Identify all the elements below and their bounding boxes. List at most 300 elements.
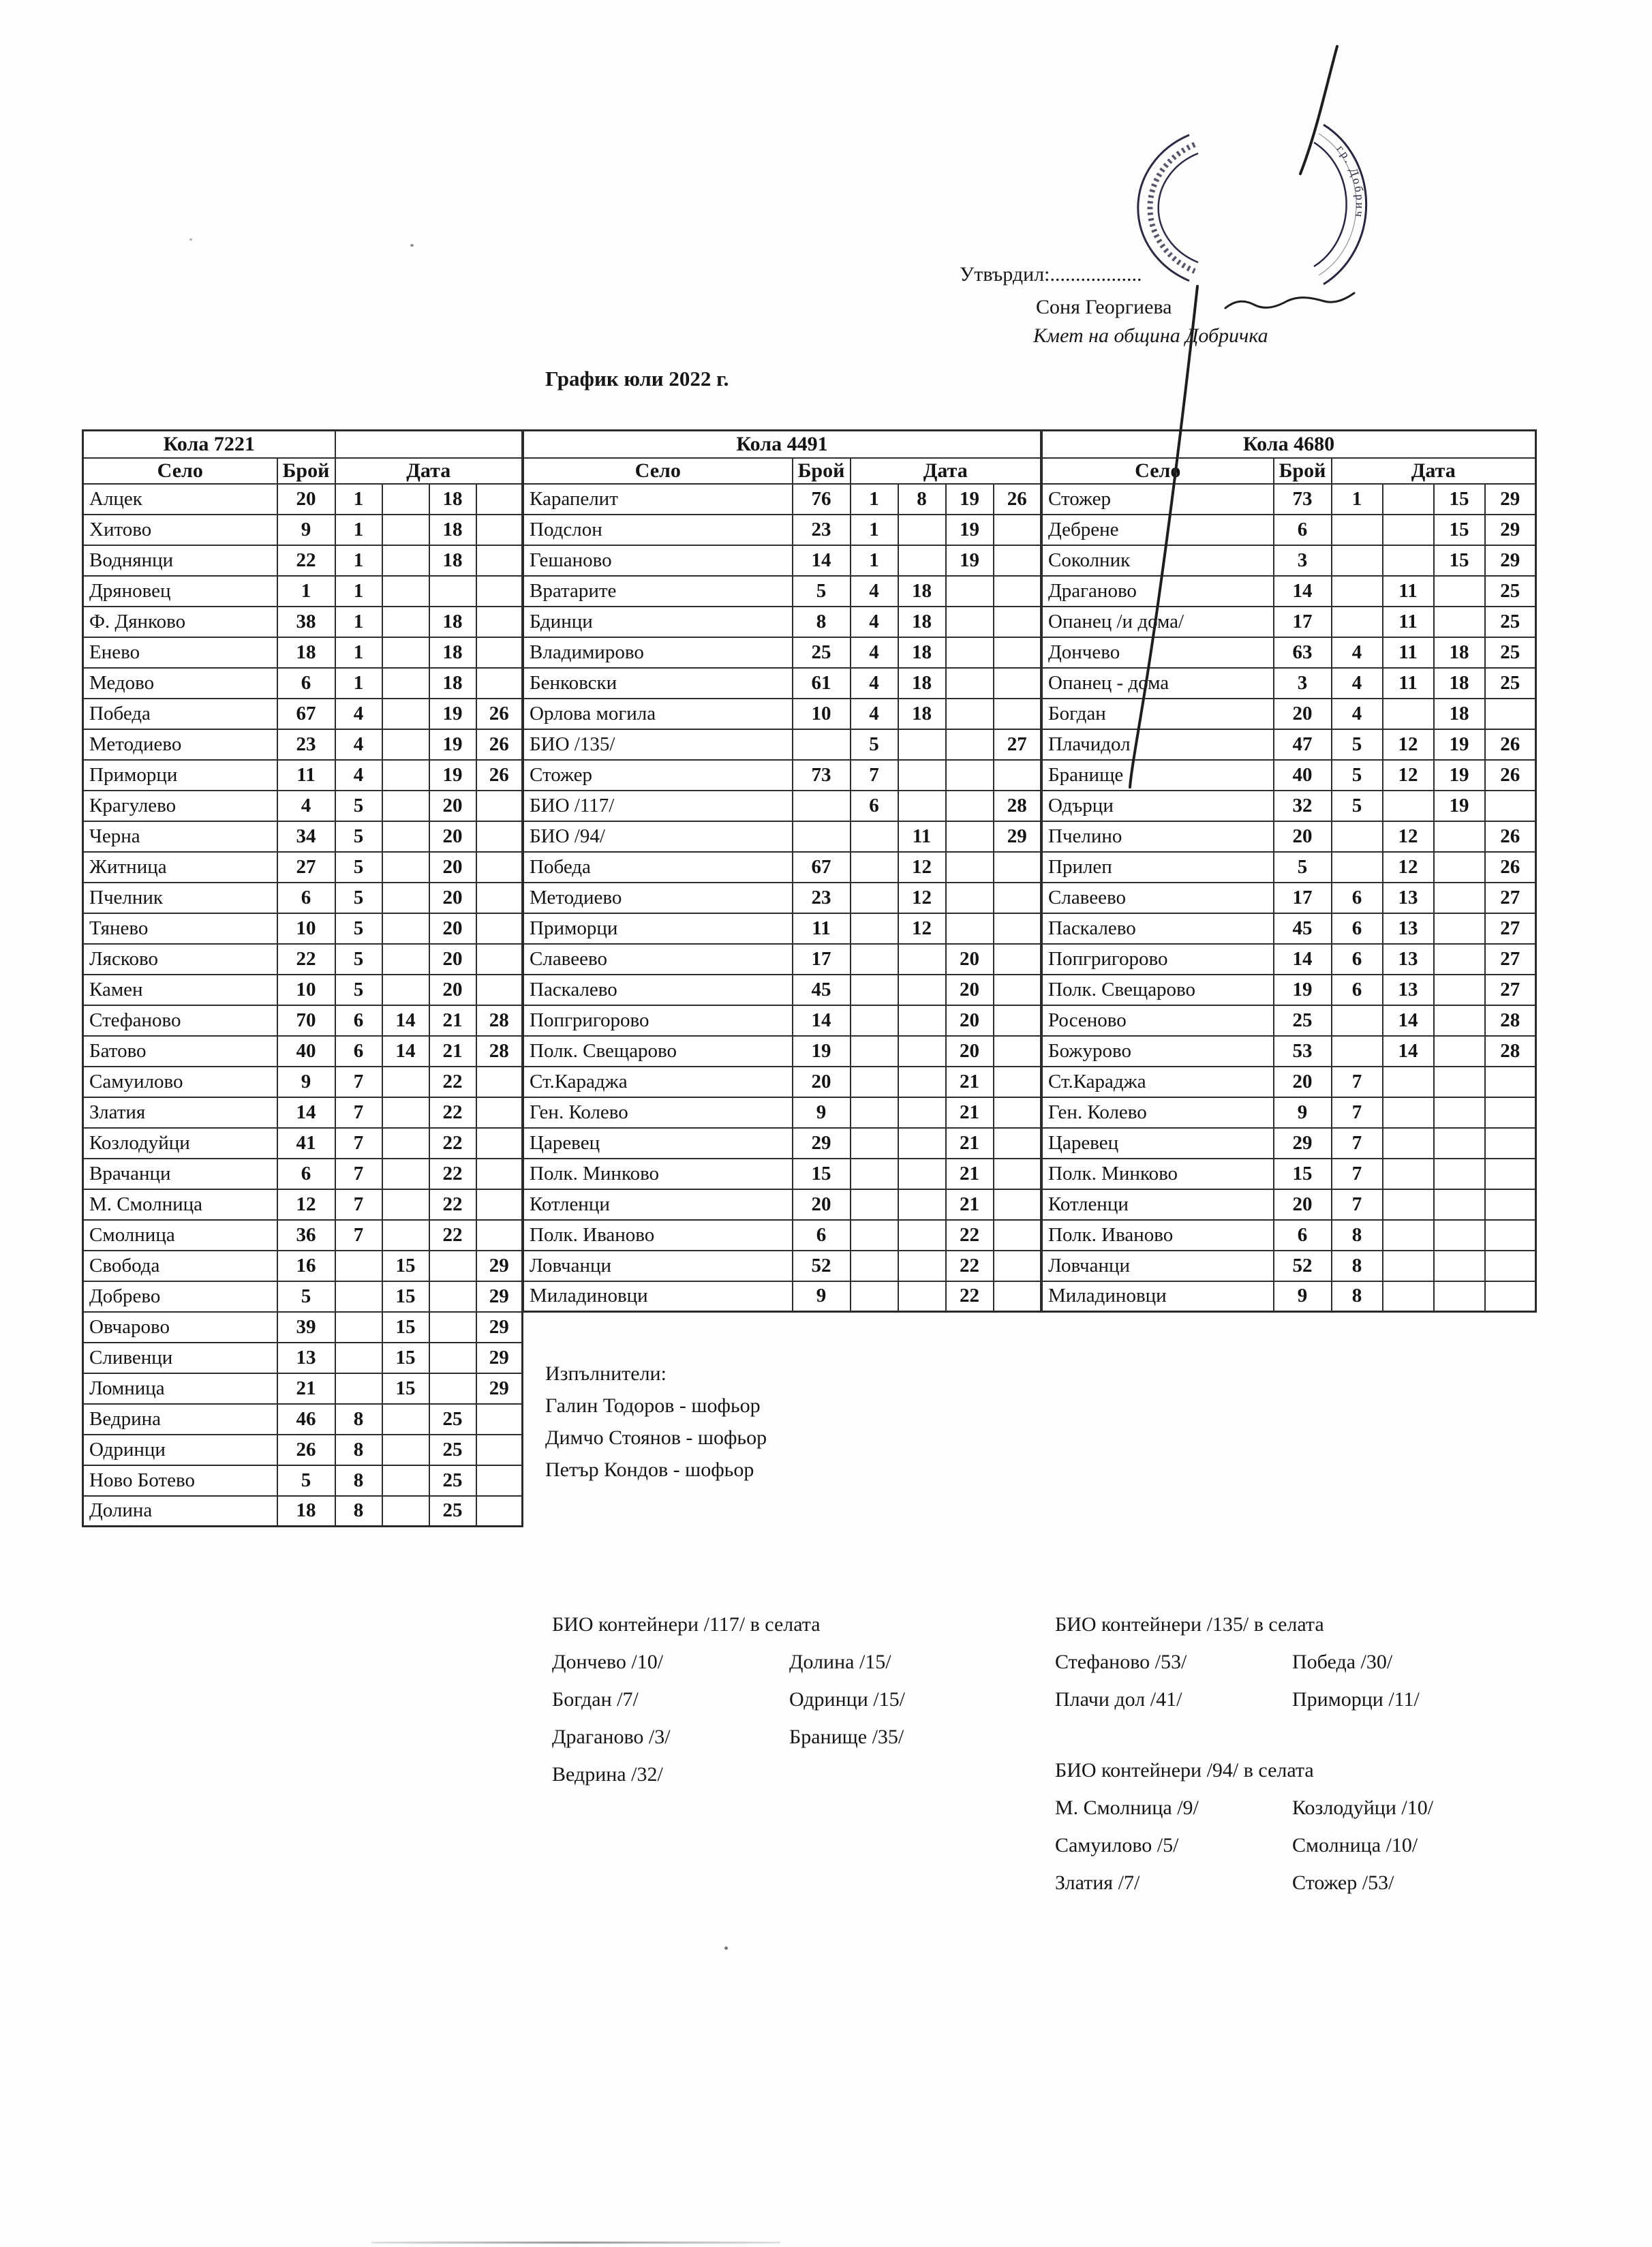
date-cell: 27 [1485, 975, 1536, 1005]
date-cell [476, 821, 523, 852]
table-row [83, 1097, 523, 1128]
village-cell: Богдан [1042, 699, 1274, 729]
column-header-count: Брой [793, 458, 851, 484]
date-cell: 28 [1485, 1005, 1536, 1036]
village-cell: Методиево [523, 883, 793, 913]
village-cell: Прилеп [1042, 852, 1274, 883]
village-cell: Царевец [1042, 1128, 1274, 1159]
date-cell: 19 [946, 545, 994, 576]
village-cell: Крагулево [83, 791, 277, 821]
village-cell: Ново Ботево [83, 1465, 277, 1496]
table-row [83, 1220, 523, 1251]
date-cell: 7 [1332, 1128, 1383, 1159]
date-cell [335, 1343, 382, 1373]
date-cell: 11 [1383, 637, 1434, 668]
table-row [1042, 729, 1536, 760]
date-cell: 25 [1485, 576, 1536, 607]
date-cell [898, 729, 946, 760]
table-row [83, 1435, 523, 1465]
count-cell: 70 [277, 1005, 335, 1036]
date-cell: 5 [335, 913, 382, 944]
date-cell: 4 [1332, 637, 1383, 668]
date-cell [994, 515, 1041, 545]
table-row [1042, 607, 1536, 637]
column-header-row [83, 458, 523, 484]
date-cell [382, 1404, 429, 1435]
date-cell: 5 [335, 821, 382, 852]
bio-note-117 [552, 1606, 905, 1793]
date-cell: 29 [476, 1312, 523, 1343]
date-cell [1383, 1281, 1434, 1312]
date-cell [994, 944, 1041, 975]
count-cell: 6 [1274, 1220, 1332, 1251]
table-row [1042, 1005, 1536, 1036]
date-cell: 8 [335, 1404, 382, 1435]
table-row [1042, 975, 1536, 1005]
date-cell: 22 [429, 1189, 476, 1220]
date-cell [898, 1251, 946, 1281]
date-cell: 4 [335, 760, 382, 791]
date-cell: 14 [1383, 1036, 1434, 1067]
count-cell: 32 [1274, 791, 1332, 821]
date-cell: 18 [898, 668, 946, 699]
village-cell: Дряновец [83, 576, 277, 607]
executor-line: Галин Тодоров - шофьор [545, 1394, 761, 1417]
village-cell: Воднянци [83, 545, 277, 576]
date-cell [1434, 1220, 1485, 1251]
schedule-table-car-7221 [82, 429, 523, 1527]
village-cell: Златия [83, 1097, 277, 1128]
date-cell [382, 975, 429, 1005]
date-cell [994, 913, 1041, 944]
count-cell: 46 [277, 1404, 335, 1435]
date-cell [476, 944, 523, 975]
date-cell: 20 [429, 913, 476, 944]
table-row [83, 1067, 523, 1097]
village-cell: Дебрене [1042, 515, 1274, 545]
village-cell: Славеево [523, 944, 793, 975]
date-cell: 20 [429, 852, 476, 883]
date-cell [1434, 913, 1485, 944]
date-cell: 22 [946, 1251, 994, 1281]
date-cell: 15 [1434, 515, 1485, 545]
table-row [83, 821, 523, 852]
date-cell: 19 [429, 729, 476, 760]
count-cell: 9 [793, 1097, 851, 1128]
village-cell: Миладиновци [1042, 1281, 1274, 1312]
table-row [523, 975, 1041, 1005]
date-cell: 8 [1332, 1251, 1383, 1281]
count-cell: 22 [277, 545, 335, 576]
date-cell [1434, 852, 1485, 883]
table-row [83, 1281, 523, 1312]
table-row [83, 607, 523, 637]
date-cell: 20 [429, 944, 476, 975]
date-cell: 15 [382, 1281, 429, 1312]
table-row [523, 1159, 1041, 1189]
village-cell: Полк. Иваново [1042, 1220, 1274, 1251]
date-cell: 11 [898, 821, 946, 852]
table-row [1042, 1097, 1536, 1128]
date-cell: 15 [382, 1343, 429, 1373]
date-cell [946, 852, 994, 883]
date-cell: 4 [851, 699, 898, 729]
date-cell: 5 [1332, 729, 1383, 760]
table-row [1042, 791, 1536, 821]
count-cell: 20 [277, 484, 335, 515]
table-row [83, 975, 523, 1005]
date-cell [851, 883, 898, 913]
date-cell [382, 760, 429, 791]
village-cell: Котленци [1042, 1189, 1274, 1220]
date-cell: 6 [1332, 944, 1383, 975]
date-cell [851, 1005, 898, 1036]
date-cell [1332, 607, 1383, 637]
date-cell [1434, 1281, 1485, 1312]
note-title: БИО контейнери /117/ в селата [552, 1613, 821, 1636]
date-cell [946, 637, 994, 668]
count-cell: 6 [1274, 515, 1332, 545]
date-cell [382, 545, 429, 576]
count-cell: 45 [1274, 913, 1332, 944]
date-cell [994, 576, 1041, 607]
table-row [1042, 1189, 1536, 1220]
date-cell: 1 [335, 668, 382, 699]
table-row [523, 1128, 1041, 1159]
date-cell: 29 [476, 1251, 523, 1281]
count-cell: 15 [793, 1159, 851, 1189]
village-cell: Батово [83, 1036, 277, 1067]
date-cell [994, 668, 1041, 699]
date-cell [382, 1097, 429, 1128]
executors-title: Изпълнители: [545, 1362, 667, 1385]
table-row [1042, 760, 1536, 791]
table-row [523, 883, 1041, 913]
date-cell: 11 [1383, 607, 1434, 637]
column-header-count: Брой [1274, 458, 1332, 484]
date-cell [382, 515, 429, 545]
date-cell [429, 576, 476, 607]
note-item: Самуилово /5/ [1055, 1834, 1179, 1856]
date-cell: 18 [429, 484, 476, 515]
date-cell: 25 [429, 1435, 476, 1465]
date-cell: 4 [335, 729, 382, 760]
date-cell: 8 [1332, 1220, 1383, 1251]
count-cell: 6 [277, 668, 335, 699]
count-cell: 1 [277, 576, 335, 607]
approval-signer-role: Кмет на община Добричка [1033, 324, 1268, 347]
column-header-row [523, 458, 1041, 484]
village-cell: Ломница [83, 1373, 277, 1404]
date-cell [1485, 1251, 1536, 1281]
date-cell: 5 [335, 944, 382, 975]
date-cell: 12 [1383, 760, 1434, 791]
date-cell [851, 1220, 898, 1251]
column-header-village: Село [523, 458, 793, 484]
table-row [83, 1128, 523, 1159]
village-cell: Миладиновци [523, 1281, 793, 1312]
count-cell: 63 [1274, 637, 1332, 668]
note-item: Плачи дол /41/ [1055, 1688, 1182, 1711]
table-row [83, 1159, 523, 1189]
date-cell: 1 [851, 545, 898, 576]
village-cell: Победа [83, 699, 277, 729]
date-cell: 28 [1485, 1036, 1536, 1067]
note-item: Златия /7/ [1055, 1871, 1140, 1894]
table-row [523, 729, 1041, 760]
village-cell: Ловчанци [523, 1251, 793, 1281]
date-cell [476, 1128, 523, 1159]
village-cell: Паскалево [523, 975, 793, 1005]
date-cell [382, 1128, 429, 1159]
village-cell: БИО /135/ [523, 729, 793, 760]
count-cell: 67 [277, 699, 335, 729]
date-cell: 19 [946, 484, 994, 515]
count-cell: 6 [793, 1220, 851, 1251]
car-label-spacer [335, 431, 523, 458]
date-cell [1434, 1189, 1485, 1220]
date-cell [335, 1373, 382, 1404]
date-cell [476, 484, 523, 515]
date-cell [1383, 1159, 1434, 1189]
note-item: Бранище /35/ [789, 1726, 904, 1748]
count-cell: 11 [277, 760, 335, 791]
date-cell: 19 [429, 760, 476, 791]
date-cell [898, 1005, 946, 1036]
date-cell [382, 1465, 429, 1496]
village-cell: Полк. Минково [1042, 1159, 1274, 1189]
date-cell [1332, 1005, 1383, 1036]
date-cell [1485, 791, 1536, 821]
date-cell [898, 760, 946, 791]
table-row [1042, 883, 1536, 913]
table-row [83, 1189, 523, 1220]
date-cell: 7 [335, 1159, 382, 1189]
date-cell: 29 [1485, 484, 1536, 515]
count-cell: 17 [1274, 883, 1332, 913]
date-cell: 13 [1383, 913, 1434, 944]
date-cell [476, 576, 523, 607]
count-cell: 25 [793, 637, 851, 668]
date-cell: 4 [1332, 699, 1383, 729]
column-header-village: Село [1042, 458, 1274, 484]
date-cell [994, 637, 1041, 668]
date-cell [851, 852, 898, 883]
count-cell: 52 [1274, 1251, 1332, 1281]
count-cell: 23 [277, 729, 335, 760]
date-cell [429, 1343, 476, 1373]
note-title: БИО контейнери /94/ в селата [1055, 1759, 1314, 1782]
date-cell [1485, 1067, 1536, 1097]
date-cell [851, 944, 898, 975]
count-cell: 14 [277, 1097, 335, 1128]
date-cell: 19 [946, 515, 994, 545]
date-cell [994, 1220, 1041, 1251]
date-cell [994, 760, 1041, 791]
date-cell: 28 [476, 1036, 523, 1067]
date-cell [994, 1159, 1041, 1189]
village-cell: М. Смолница [83, 1189, 277, 1220]
date-cell: 5 [1332, 760, 1383, 791]
date-cell [994, 1189, 1041, 1220]
village-cell: Черна [83, 821, 277, 852]
date-cell [1434, 1067, 1485, 1097]
column-header-date: Дата [851, 458, 1041, 484]
count-cell: 8 [793, 607, 851, 637]
date-cell [429, 1281, 476, 1312]
village-cell: Вратарите [523, 576, 793, 607]
date-cell [898, 1220, 946, 1251]
date-cell [1332, 515, 1383, 545]
table-row [83, 913, 523, 944]
count-cell: 19 [1274, 975, 1332, 1005]
date-cell [946, 576, 994, 607]
date-cell: 18 [898, 699, 946, 729]
note-column [789, 1643, 905, 1793]
car-header-row [83, 431, 523, 458]
date-cell: 13 [1383, 944, 1434, 975]
village-cell: Славеево [1042, 883, 1274, 913]
village-cell: Алцек [83, 484, 277, 515]
count-cell: 26 [277, 1435, 335, 1465]
date-cell: 18 [898, 576, 946, 607]
count-cell: 73 [793, 760, 851, 791]
date-cell: 20 [429, 821, 476, 852]
date-cell: 12 [1383, 852, 1434, 883]
column-header-row [1042, 458, 1536, 484]
date-cell: 22 [946, 1220, 994, 1251]
date-cell [898, 1036, 946, 1067]
date-cell: 6 [1332, 913, 1383, 944]
date-cell [898, 944, 946, 975]
date-cell: 1 [1332, 484, 1383, 515]
date-cell [946, 607, 994, 637]
date-cell [1332, 545, 1383, 576]
date-cell [1434, 1128, 1485, 1159]
table-row [1042, 1128, 1536, 1159]
village-cell: Полк. Свещарово [523, 1036, 793, 1067]
date-cell [994, 1251, 1041, 1281]
column-header-date: Дата [1332, 458, 1536, 484]
date-cell [994, 975, 1041, 1005]
date-cell [946, 883, 994, 913]
date-cell: 1 [335, 607, 382, 637]
count-cell: 20 [793, 1189, 851, 1220]
count-cell: 25 [1274, 1005, 1332, 1036]
date-cell [851, 1097, 898, 1128]
village-cell: Божурово [1042, 1036, 1274, 1067]
date-cell [382, 1189, 429, 1220]
date-cell: 29 [476, 1343, 523, 1373]
date-cell [382, 484, 429, 515]
table-row [1042, 1067, 1536, 1097]
date-cell [898, 545, 946, 576]
date-cell [476, 1159, 523, 1189]
date-cell: 7 [335, 1097, 382, 1128]
date-cell: 20 [946, 1036, 994, 1067]
date-cell: 20 [946, 975, 994, 1005]
date-cell: 21 [946, 1097, 994, 1128]
date-cell [476, 1465, 523, 1496]
table-row [523, 607, 1041, 637]
signature-scribble [1225, 293, 1354, 308]
count-cell: 10 [793, 699, 851, 729]
village-cell: Приморци [523, 913, 793, 944]
count-cell: 13 [277, 1343, 335, 1373]
date-cell: 1 [335, 637, 382, 668]
date-cell [851, 821, 898, 852]
date-cell [1434, 1097, 1485, 1128]
table-row [523, 637, 1041, 668]
date-cell [1485, 1159, 1536, 1189]
bio-note-135 [1055, 1606, 1420, 1718]
date-cell [476, 1067, 523, 1097]
date-cell [898, 1281, 946, 1312]
note-item: Ведрина /32/ [552, 1763, 663, 1786]
table-row [1042, 1251, 1536, 1281]
count-cell: 29 [793, 1128, 851, 1159]
village-cell: Бенковски [523, 668, 793, 699]
date-cell: 25 [429, 1404, 476, 1435]
table-row [83, 883, 523, 913]
date-cell [382, 944, 429, 975]
date-cell: 6 [1332, 975, 1383, 1005]
date-cell [851, 1189, 898, 1220]
car-header-row [1042, 431, 1536, 458]
note-item: Стожер /53/ [1292, 1871, 1394, 1894]
approval-signer-name: Соня Георгиева [1036, 296, 1172, 318]
date-cell [476, 1435, 523, 1465]
table-row [523, 1220, 1041, 1251]
date-cell [382, 1067, 429, 1097]
note-column [1292, 1643, 1420, 1718]
village-cell: Опанец /и дома/ [1042, 607, 1274, 637]
date-cell [1434, 607, 1485, 637]
date-cell: 5 [1332, 791, 1383, 821]
date-cell [335, 1251, 382, 1281]
date-cell [898, 515, 946, 545]
note-item: Одринци /15/ [789, 1688, 905, 1711]
table-row [83, 791, 523, 821]
table-row [83, 1343, 523, 1373]
schedule-table-car-4680 [1041, 429, 1537, 1313]
date-cell [476, 1220, 523, 1251]
date-cell [476, 545, 523, 576]
table-row [83, 1496, 523, 1527]
date-cell: 1 [335, 484, 382, 515]
note-item: М. Смолница /9/ [1055, 1797, 1199, 1819]
date-cell [994, 883, 1041, 913]
date-cell: 7 [1332, 1067, 1383, 1097]
date-cell [382, 821, 429, 852]
village-cell: Тянево [83, 913, 277, 944]
date-cell: 5 [851, 729, 898, 760]
date-cell [1383, 1251, 1434, 1281]
table-row [523, 1281, 1041, 1312]
count-cell: 23 [793, 883, 851, 913]
count-cell: 14 [1274, 944, 1332, 975]
date-cell: 4 [851, 668, 898, 699]
date-cell [1485, 1220, 1536, 1251]
table-row [83, 699, 523, 729]
count-cell: 40 [1274, 760, 1332, 791]
date-cell [1383, 484, 1434, 515]
date-cell [1332, 852, 1383, 883]
date-cell: 7 [335, 1189, 382, 1220]
signature-stroke-top [1300, 46, 1337, 174]
count-cell: 15 [1274, 1159, 1332, 1189]
date-cell: 15 [382, 1312, 429, 1343]
